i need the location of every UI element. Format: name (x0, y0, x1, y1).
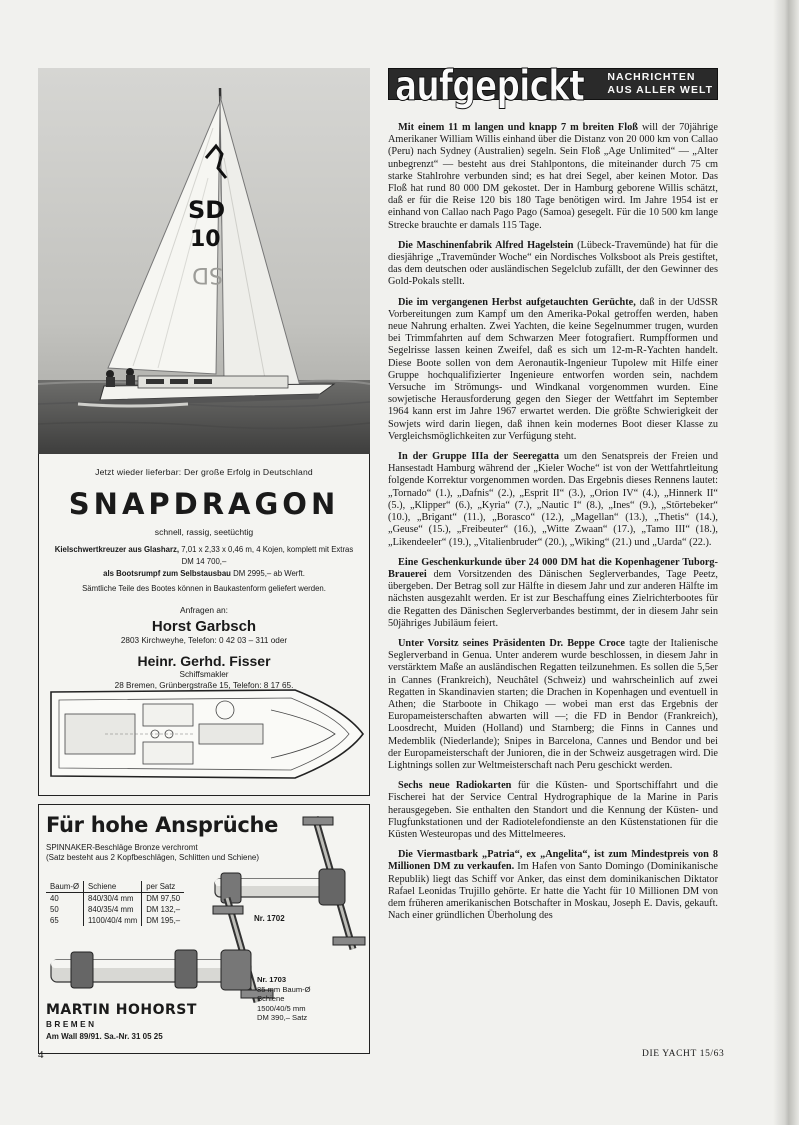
contact2-address: 28 Bremen, Grünbergstraße 15, Telefon: 8 17 65. (114, 681, 294, 690)
ad-parts: Sämtliche Teile des Bootes können in Baukastenform geliefert werden. (82, 584, 326, 593)
ad-company: MARTIN HOHORST (46, 1002, 197, 1018)
ad-brand: SNAPDRAGON (68, 487, 340, 521)
article-body: für die Küsten- und Sportschiffahrt und die Fischerei hat der Service Central Hydrographique de la Marine in Paris herausgegeben. Sie enthalten den Standort und die Kennung der Küsten- und Flugfunkstationen und der Radiotelefondienste an den Küstenstationen für die Küsten Westeuropas und des Mittelmeeres. (388, 780, 718, 840)
article-lead: Die Maschinenfabrik Alfred Hagelstein (398, 239, 574, 251)
contact1-address: 2803 Kirchweyhe, Telefon: 0 42 03 – 311 oder (120, 636, 288, 645)
contact1-name: Horst Garbsch (151, 618, 257, 635)
sail-mark-bottom: 10 (190, 227, 221, 252)
ad-city: BREMEN (46, 1020, 97, 1029)
snapdragon-ad (38, 454, 370, 796)
ad-inquiries: Anfragen an: (180, 605, 228, 615)
page-number: 4 (38, 1049, 44, 1061)
ad-intro: Jetzt wieder lieferbar: Der große Erfolg in Deutschland (95, 467, 313, 477)
section-title: aufgepickt (395, 61, 585, 110)
article-lead: Die im vergangenen Herbst aufgetauchten Gerüchte, (398, 296, 636, 308)
article (388, 297, 718, 443)
article (388, 240, 718, 289)
article-lead: Unter Vorsitz seines Präsidenten Dr. Beppe Croce (398, 637, 625, 649)
desc-line1: SPINNAKER-Beschläge Bronze verchromt (46, 843, 198, 852)
article-lead: In der Gruppe IIIa der Seeregatta (398, 451, 560, 463)
subtitle-line2: AUS ALLER WELT (607, 84, 713, 96)
col-rail: Schiene (84, 881, 142, 893)
col-price: per Satz (142, 881, 184, 893)
hohorst-ad (38, 804, 370, 1054)
nr1703-title: Nr. 1703 (257, 975, 287, 984)
label-nr-1702: Nr. 1702 (254, 914, 285, 923)
ad-address: Am Wall 89/91. Sa.-Nr. 31 05 25 (46, 1032, 163, 1041)
table-cell: 840/35/4 mm (84, 904, 142, 915)
table-cell: 50 (46, 904, 84, 915)
article-body: will der 70jährige Amerikaner William Willis einhand über die Distanz von 20 000 km von Callao (Peru) nach Sydney (Australien) segeln. Sein Floß „Age Unlimited“ — „Alter unbegrenzt“ — besteht aus drei Stahlpontons, die miteinander durch 75 cm starke Stahlrohre verbunden sind; es hat drei Segel, aber keinen Motor. Das Floß hat rund 80 000 DM gekostet. Der in Hamburg geborene Willis schätzt, daß er für die Reise 120 bis 180 Tage benötigen wird. Im Jahre 1954 ist er einhand von Callao nach Pago Pago (Samoa) gesegelt. Für die 10 500 km lange Strecke brauchte er damals 115 Tage. (388, 122, 718, 231)
desc-line2: (Satz besteht aus 2 Kopfbeschlägen, Schlitten und Schiene) (46, 853, 260, 862)
ad-headline: Für hohe Ansprüche (46, 813, 279, 837)
kit-rest: DM 2995,– ab Werft. (230, 569, 305, 578)
ad-tagline: schnell, rassig, seetüchtig (154, 527, 254, 537)
article-body: dem Vorsitzenden des Dänischen Seglerverbandes, Tage Peetz, übergeben. Der Betrag soll zur Hälfte in diesem Jahr und zur anderen Hälfte im nächsten ausgezahlt werden. Er ist zur Beschaffung eines Zielrichterbootes für die Regatten des Dänischen Seglerverbandes bestimmt, der in diesem Jahr sein 50jähriges Jubiläum feiert. (388, 568, 718, 629)
article (388, 122, 718, 232)
section-subtitle (607, 71, 713, 97)
table-cell: 1100/40/4 mm (84, 915, 142, 926)
nr1703-line1: 85 mm Baum-Ø (257, 984, 311, 994)
right-column (388, 61, 719, 930)
nr1703-line2: Schiene (257, 994, 285, 1003)
article-body: (Lübeck-Travemünde) hat für die diesjährige „Travemünder Woche“ ein Nordisches Volksboot als Preis gestiftet, das dem deutschen oder ausländischen Segelclub zufällt, der den Gewinner des Gold-Pokals stellt. (388, 239, 719, 288)
left-column (38, 68, 370, 1054)
magazine-issue: DIE YACHT 15/63 (642, 1049, 725, 1059)
table-cell: 65 (46, 915, 84, 926)
sail-mark-top: SD (188, 196, 226, 224)
section-banner (388, 61, 718, 110)
article (388, 557, 718, 630)
col-boom: Baum-Ø (46, 881, 84, 893)
table-cell: DM 132,– (146, 905, 181, 914)
boat-deck-plan (45, 680, 365, 788)
spec-bold: Kielschwertkreuzer aus Glasharz, (54, 545, 180, 554)
contact2-role: Schiffsmakler (179, 670, 229, 679)
article-body: Im Hafen von Santo Domingo (Dominikanische Republik) liegt das Schiff vor Anker, das einst dem dominikanischen Diktator Rafael Leonidas Trujillo gehörte. Er hatte die Yacht für 10 Millionen DM von dem früheren amerikanischen Botschafter in Moskau, Joseph E. Davis, gekauft. Nach einer gründlichen Überholung des (388, 861, 718, 922)
sailboat-photo (38, 68, 370, 454)
article-lead: Sechs neue Radiokarten (398, 780, 512, 792)
kit-bold: als Bootsrumpf zum Selbstausbau (103, 569, 231, 578)
article-body: um den Senatspreis der Freien und Hansestadt Hamburg während der „Kieler Woche“ ist von der Wettfahrtleitung folgende Korrektur vorgenommen worden. Das Ergebnis dieses Rennens lautet: „Tornado“ (1.), „Dafnis“ (2.), „Esprit II“ (3.), „Orion IV“ (4.), „Hinnerk II“ (5.), „Klipper“ (6.), „Kyria“ (7.), „Nautic I“ (8.), „Ines“ (9.), „Störtebeker“ (10.), „Brigant“ (11.), „Borasco“ (12.), „Magellan“ (13.), „Thetis“ (14.), „Geuse“ (15.), „Freibeuter“ (16.), „Witte Zwaan“ (17.), „Tamo III“ (18.), „Likendeeler“ (19.), „Vitalienbruder“ (20.), „Wiking“ (21.) und „Uarda“ (22.). (388, 451, 718, 548)
nr1703-line3: 1500/40/5 mm (257, 1003, 306, 1013)
spec-rest: 7,01 x 2,33 x 0,46 m, 4 Kojen, komplett mit Extras DM 14 700,– (179, 545, 354, 566)
spinnaker-fitting-1703 (47, 890, 277, 1010)
table-cell: DM 195,– (146, 916, 181, 925)
article (388, 451, 718, 549)
table-cell: DM 97,50 (146, 894, 181, 903)
article-lead: Eine Geschenkurkunde über 24 000 DM hat die Kopenhagener Tuborg-Brauerei (388, 556, 718, 580)
news-articles (388, 122, 718, 922)
article-lead: Die Viermastbark „Patria“, ex „Angelita“, ist zum Mindestpreis von 8 Millionen DM zu verkaufen. (388, 849, 718, 873)
page-spine (773, 0, 799, 1125)
svg-text:SD: SD (192, 262, 223, 287)
article (388, 780, 718, 841)
table-cell: 40 (46, 893, 84, 905)
article (388, 638, 718, 772)
subtitle-line1: NACHRICHTEN (607, 71, 696, 83)
contact2-name: Heinr. Gerhd. Fisser (137, 653, 271, 669)
article-lead: Mit einem 11 m langen und knapp 7 m breiten Floß (398, 122, 638, 133)
ad-specs (39, 544, 369, 580)
sailboat-illustration (38, 68, 370, 454)
article-body: tagte der Italienische Seglerverband in Genua. Unter anderem wurde beschlossen, in diesem Jahr in verstärktem Maße an ausländischen Regatten teilzunehmen. Es sollen die 5,5er in Cannes (Frankreich), Neuchâtel (Schweiz) und wahrscheinlich auf zwei Regatten in Skandinavien starten; die Drachen in Kopenhagen und eventuell in Athen; die Starboote in Chikago — wobei man erst das Ergebnis der Europameisterschaften abwarten will —; die FD in Bendor (Frankreich), Loosdrecht, Muiden (Holland) und Starnberg; die Finns in Cannes und Medemblik (Niederlande); Snipes in Barcelona, Cannes und Bendor und bei der Europameisterschaft der Junioren, die in der Schweiz ausgetragen wird. Die Lightnings sollen zur Weltmeisterschaft nach Peru geschickt werden. (388, 637, 718, 771)
nr1703-line4: DM 390,– Satz (257, 1013, 308, 1022)
article (388, 849, 718, 922)
article-body: daß in der UdSSR Vorbereitungen zum Kampf um den Amerika-Pokal getroffen werden, haben neue Nahrung erhalten. Zwei Yachten, die keine Segelnummer trugen, wurden bei Trimmfahrten auf dem Schwarzen Meer fotografiert. Rumpfformen und Segelrisse lassen keinen Zweifel, daß es sich um 12-m-R-Yachten handelt. Diese Boote sollen von dem Aeronautik-Ingenieur Tupolew mit Hilfe einer Gruppe hochqualifizierter Ingenieure entworfen worden sein, nachdem Versuche im Strömungs- und Windkanal vorgenommen wurden. Eine sowjetische Herausforderung gegen den Sieger der Wettfahrt im September 1964 kann erst im Jahre 1967 erwartet werden. Die größte Schwierigkeit der Sowjets wird darin liegen, daß ihnen kein modernes Boot dieser Klasse zu Vergleichsmöglichkeiten zur Verfügung steht. (388, 296, 718, 442)
table-cell: 840/30/4 mm (84, 893, 142, 905)
label-nr-1703 (257, 975, 311, 1023)
